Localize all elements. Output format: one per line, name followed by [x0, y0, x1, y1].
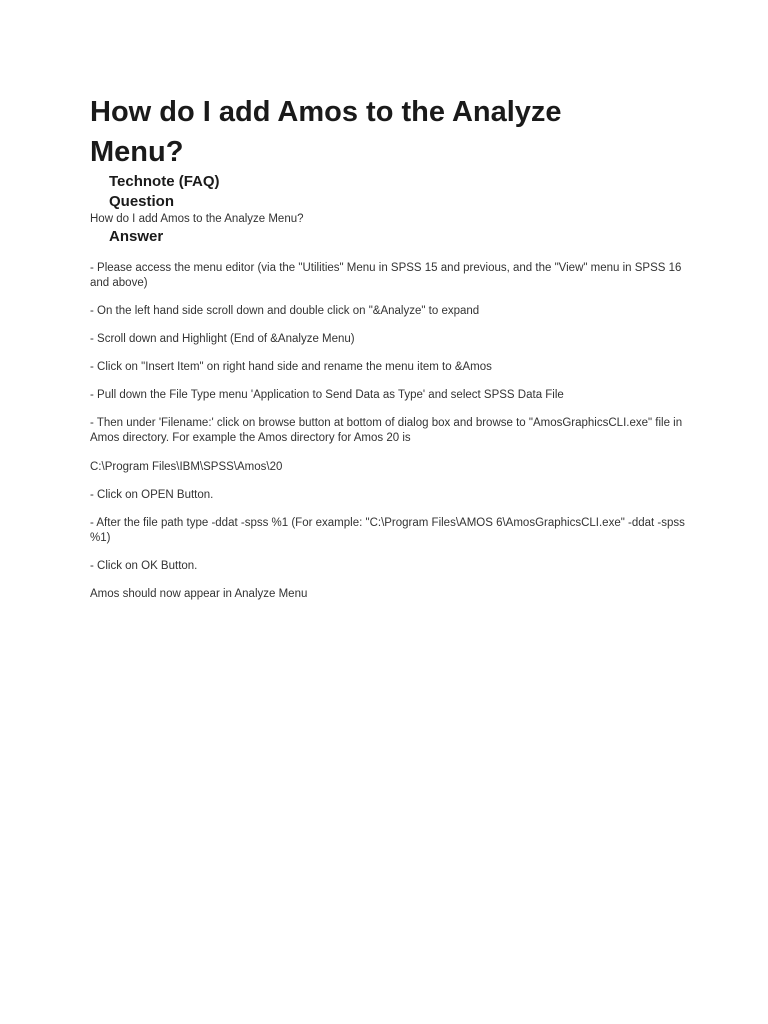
answer-step: - On the left hand side scroll down and double click on "&Analyze" to expand: [90, 305, 480, 317]
question-text: How do I add Amos to the Analyze Menu?: [90, 213, 304, 225]
answer-step: - Please access the menu editor (via the "Utilities" Menu in SPSS 15 and previous, and the "View" menu in SPSS 16 and above): [90, 262, 682, 289]
doc-type-heading: Technote (FAQ): [109, 173, 220, 190]
answer-step: - Then under 'Filename:' click on browse button at bottom of dialog box and browse to "AmosGraphicsCLI.exe" file in Amos directory. For example the Amos directory for Amos 20 is: [90, 417, 683, 444]
file-path-example: C:\Program Files\IBM\SPSS\Amos\20: [90, 461, 283, 473]
answer-step: - Click on "Insert Item" on right hand side and rename the menu item to &Amos: [90, 361, 492, 373]
question-heading: Question: [109, 193, 175, 210]
answer-conclusion: Amos should now appear in Analyze Menu: [90, 588, 308, 600]
answer-step: - After the file path type -ddat -spss %1 (For example: "C:\Program Files\AMOS 6\AmosGraphicsCLI.exe" -ddat -spss %1): [90, 517, 685, 544]
answer-step: - Scroll down and Highlight (End of &Analyze Menu): [90, 333, 355, 345]
answer-step: - Click on OK Button.: [90, 560, 198, 572]
document-body: [90, 92, 690, 615]
page-title: How do I add Amos to the Analyze Menu?: [90, 96, 562, 168]
answer-heading: Answer: [109, 228, 164, 245]
answer-step: - Click on OPEN Button.: [90, 489, 214, 501]
answer-step: - Pull down the File Type menu 'Application to Send Data as Type' and select SPSS Data File: [90, 389, 564, 401]
answer-steps: [90, 261, 690, 602]
